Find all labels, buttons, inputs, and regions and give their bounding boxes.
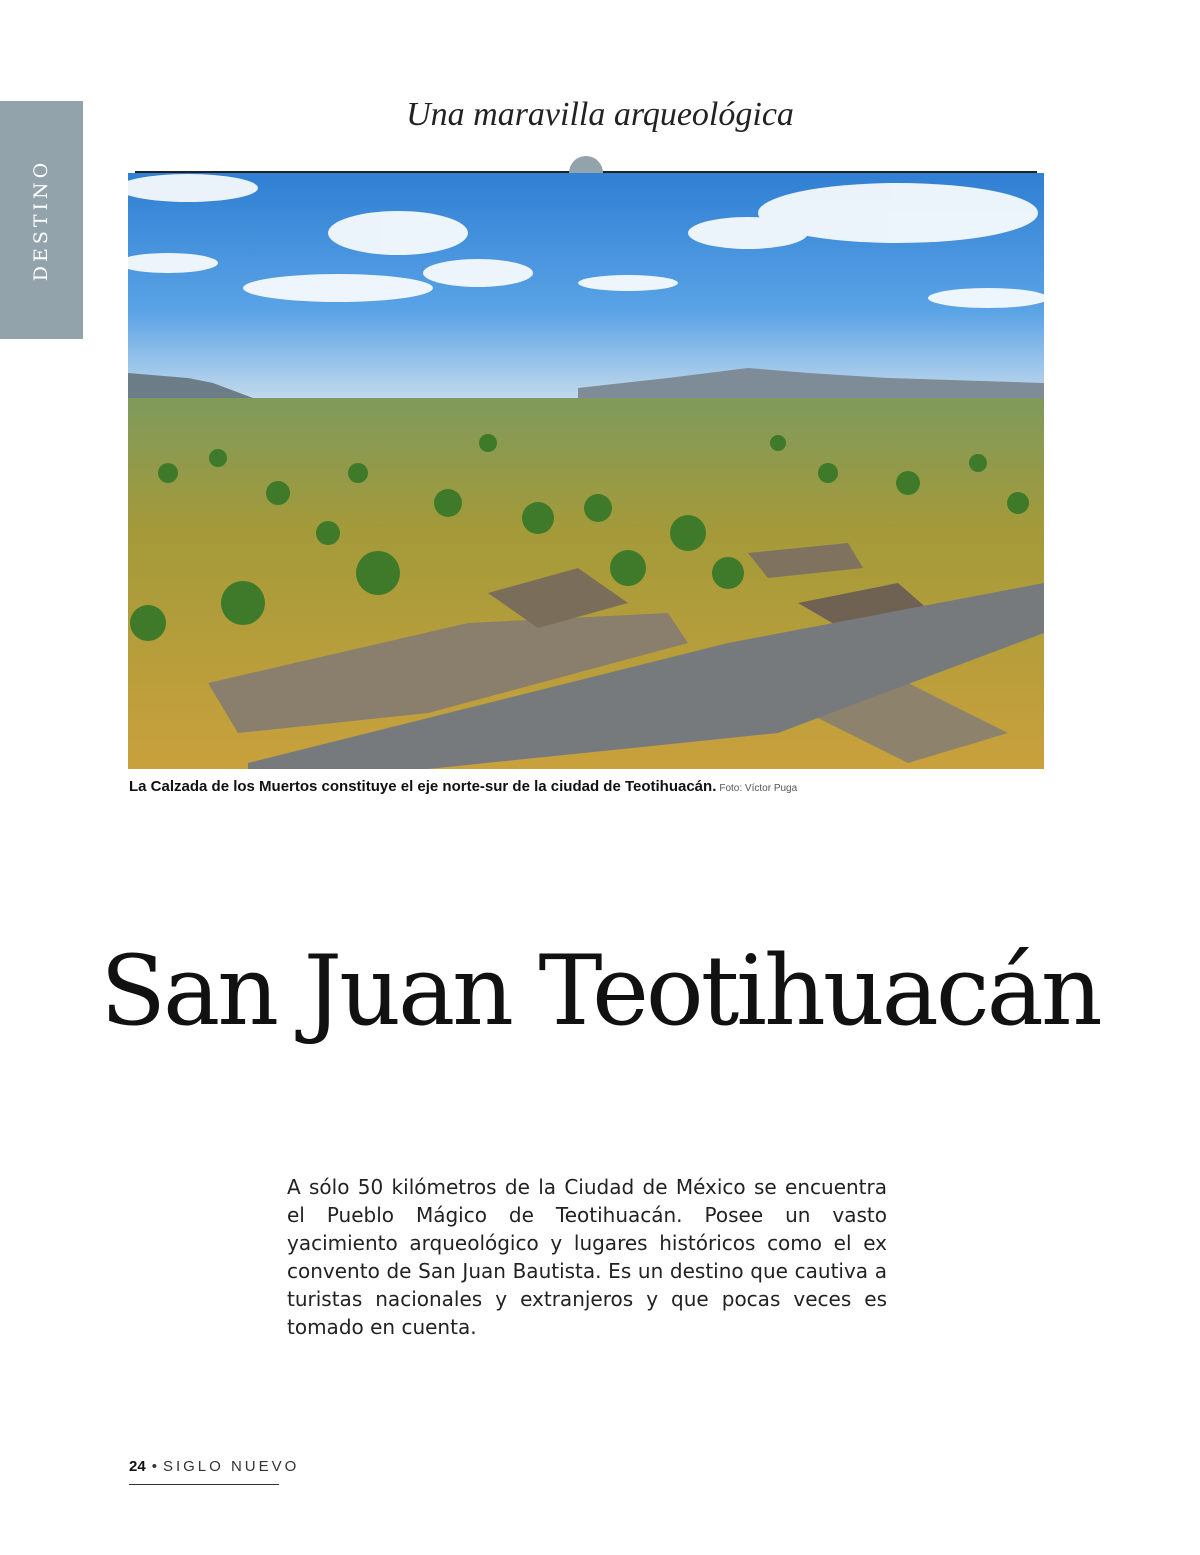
footer-separator: • bbox=[151, 1458, 157, 1475]
section-tab-label: DESTINO bbox=[30, 158, 52, 282]
article-intro: A sólo 50 kilómetros de la Ciudad de México se encuentra el Pueblo Mágico de Teotihuacán. Posee un vasto yacimiento arqueológico y lugares históricos como el ex convento de San Juan Bautista. Es un destino que cautiva a turistas nacionales y extranjeros y que pocas veces es tomado en cuenta. bbox=[287, 1175, 887, 1339]
caption-text: La Calzada de los Muertos constituye el eje norte-sur de la ciudad de Teotihuacán. bbox=[129, 778, 717, 795]
article-headline: San Juan Teotihuacán bbox=[100, 935, 1100, 1047]
photo-caption bbox=[129, 778, 797, 795]
page-number: 24 bbox=[129, 1458, 146, 1475]
footer-rule bbox=[129, 1484, 279, 1485]
divider-accent bbox=[569, 156, 603, 173]
photo-credit: Foto: Víctor Puga bbox=[719, 783, 798, 794]
magazine-name: SIGLO NUEVO bbox=[162, 1458, 300, 1475]
page-footer bbox=[129, 1458, 299, 1475]
hero-photo bbox=[128, 173, 1044, 769]
kicker-title: Una maravilla arqueológica bbox=[406, 96, 794, 133]
